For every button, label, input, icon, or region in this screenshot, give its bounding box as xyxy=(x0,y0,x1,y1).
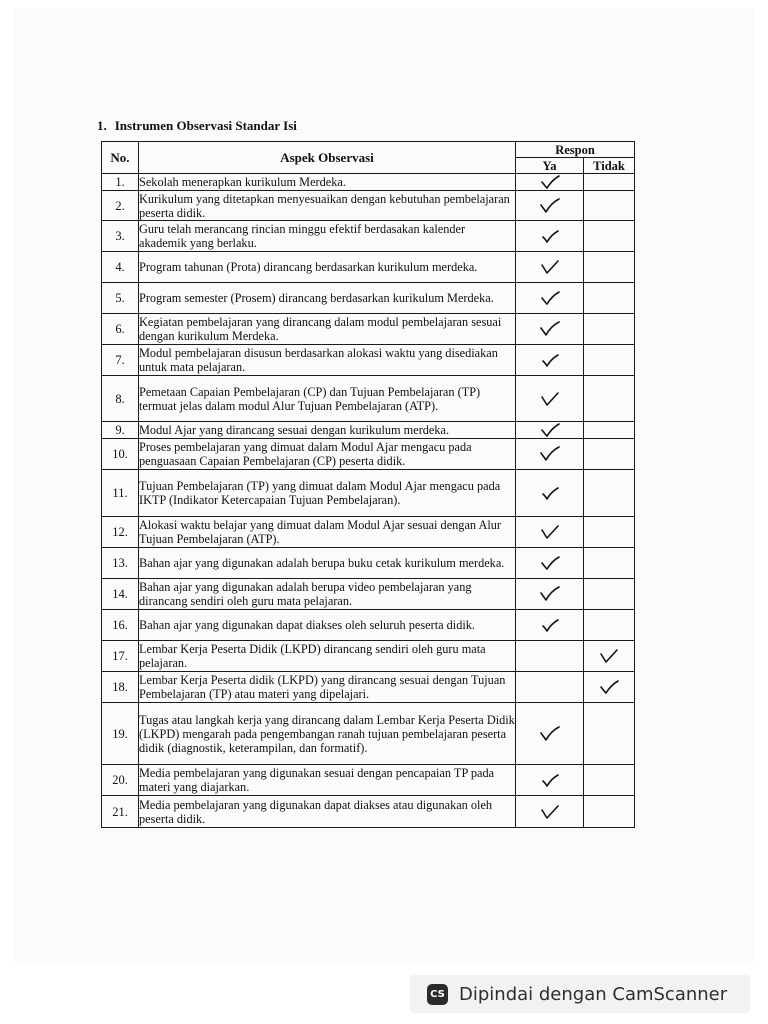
header-respon: Respon xyxy=(516,142,635,158)
tidak-cell xyxy=(584,283,635,314)
row-number: 11. xyxy=(102,470,139,517)
table-row xyxy=(102,765,635,796)
table-row xyxy=(102,641,635,672)
table-row xyxy=(102,345,635,376)
row-number: 19. xyxy=(102,703,139,765)
row-aspek-text: Tujuan Pembelajaran (TP) yang dimuat dalam Modul Ajar mengacu pada IKTP (Indikator Ketercapaian Tujuan Pembelajaran). xyxy=(139,470,516,517)
row-number: 8. xyxy=(102,376,139,422)
check-mark-icon xyxy=(539,259,561,275)
ya-cell xyxy=(516,191,584,221)
row-aspek-text: Bahan ajar yang digunakan adalah berupa buku cetak kurikulum merdeka. xyxy=(139,548,516,579)
tidak-cell xyxy=(584,641,635,672)
ya-cell xyxy=(516,796,584,828)
tidak-cell xyxy=(584,610,635,641)
ya-cell xyxy=(516,470,584,517)
table-row xyxy=(102,703,635,765)
ya-cell xyxy=(516,672,584,703)
row-number: 6. xyxy=(102,314,139,345)
table-row xyxy=(102,672,635,703)
tidak-cell xyxy=(584,672,635,703)
row-number: 3. xyxy=(102,221,139,252)
header-ya: Ya xyxy=(516,158,584,174)
row-aspek-text: Lembar Kerja Peserta didik (LKPD) yang dirancang sesuai dengan Tujuan Pembelajaran (TP) atau materi yang dipelajari. xyxy=(139,672,516,703)
row-aspek-text: Program tahunan (Prota) dirancang berdasarkan kurikulum merdeka. xyxy=(139,252,516,283)
table-row xyxy=(102,191,635,221)
tidak-cell xyxy=(584,579,635,610)
row-aspek-text: Kegiatan pembelajaran yang dirancang dalam modul pembelajaran sesuai dengan kurikulum Merdeka. xyxy=(139,314,516,345)
header-aspek: Aspek Observasi xyxy=(139,142,516,174)
row-aspek-text: Modul Ajar yang dirancang sesuai dengan kurikulum merdeka. xyxy=(139,422,516,439)
table-row xyxy=(102,422,635,439)
check-mark-icon xyxy=(539,321,561,337)
check-mark-icon xyxy=(539,617,561,633)
row-aspek-text: Pemetaan Capaian Pembelajaran (CP) dan Tujuan Pembelajaran (TP) termuat jelas dalam modul Alur Tujuan Pembelajaran (ATP). xyxy=(139,376,516,422)
row-number: 1. xyxy=(102,174,139,191)
tidak-cell xyxy=(584,191,635,221)
check-mark-icon xyxy=(539,555,561,571)
table-body xyxy=(102,174,635,828)
ya-cell xyxy=(516,345,584,376)
ya-cell xyxy=(516,610,584,641)
tidak-cell xyxy=(584,439,635,470)
watermark-text: Dipindai dengan CamScanner xyxy=(459,983,728,1005)
tidak-cell xyxy=(584,470,635,517)
row-aspek-text: Sekolah menerapkan kurikulum Merdeka. xyxy=(139,174,516,191)
tidak-cell xyxy=(584,314,635,345)
observation-table xyxy=(101,141,635,828)
ya-cell xyxy=(516,376,584,422)
table-row xyxy=(102,796,635,828)
check-mark-icon xyxy=(539,446,561,462)
section-number: 1. xyxy=(97,118,107,133)
ya-cell xyxy=(516,548,584,579)
tidak-cell xyxy=(584,548,635,579)
ya-cell xyxy=(516,579,584,610)
check-mark-icon xyxy=(539,391,561,407)
ya-cell xyxy=(516,765,584,796)
tidak-cell xyxy=(584,796,635,828)
tidak-cell xyxy=(584,517,635,548)
row-number: 12. xyxy=(102,517,139,548)
table-row xyxy=(102,221,635,252)
check-mark-icon xyxy=(539,352,561,368)
table-row xyxy=(102,283,635,314)
check-mark-icon xyxy=(598,679,620,695)
ya-cell xyxy=(516,174,584,191)
check-mark-icon xyxy=(539,174,561,190)
camscanner-logo-icon: CS xyxy=(427,984,448,1005)
row-aspek-text: Program semester (Prosem) dirancang berdasarkan kurikulum Merdeka. xyxy=(139,283,516,314)
row-aspek-text: Bahan ajar yang digunakan adalah berupa video pembelajaran yang dirancang sendiri oleh guru mata pelajaran. xyxy=(139,579,516,610)
check-mark-icon xyxy=(539,198,561,214)
row-aspek-text: Guru telah merancang rincian minggu efektif berdasakan kalender akademik yang berlaku. xyxy=(139,221,516,252)
ya-cell xyxy=(516,517,584,548)
check-mark-icon xyxy=(539,726,561,742)
table-row xyxy=(102,376,635,422)
check-mark-icon xyxy=(539,586,561,602)
table-row xyxy=(102,579,635,610)
tidak-cell xyxy=(584,703,635,765)
tidak-cell xyxy=(584,422,635,439)
row-number: 10. xyxy=(102,439,139,470)
check-mark-icon xyxy=(539,485,561,501)
ya-cell xyxy=(516,422,584,439)
table-row xyxy=(102,252,635,283)
row-number: 2. xyxy=(102,191,139,221)
row-number: 18. xyxy=(102,672,139,703)
row-aspek-text: Lembar Kerja Peserta Didik (LKPD) dirancang sendiri oleh guru mata pelajaran. xyxy=(139,641,516,672)
table-row xyxy=(102,470,635,517)
table-row xyxy=(102,174,635,191)
tidak-cell xyxy=(584,252,635,283)
ya-cell xyxy=(516,314,584,345)
row-number: 5. xyxy=(102,283,139,314)
check-mark-icon xyxy=(539,524,561,540)
row-aspek-text: Tugas atau langkah kerja yang dirancang dalam Lembar Kerja Peserta Didik (LKPD) mengarah pada pengembangan ranah tujuan pembelajaran peserta didik (diagnostik, keterampilan, dan formatif). xyxy=(139,703,516,765)
check-mark-icon xyxy=(598,648,620,664)
ya-cell xyxy=(516,641,584,672)
row-number: 21. xyxy=(102,796,139,828)
camscanner-watermark xyxy=(410,975,750,1013)
row-number: 9. xyxy=(102,422,139,439)
tidak-cell xyxy=(584,221,635,252)
tidak-cell xyxy=(584,174,635,191)
tidak-cell xyxy=(584,376,635,422)
row-number: 14. xyxy=(102,579,139,610)
ya-cell xyxy=(516,283,584,314)
row-aspek-text: Alokasi waktu belajar yang dimuat dalam Modul Ajar sesuai dengan Alur Tujuan Pembelajaran (ATP). xyxy=(139,517,516,548)
row-number: 4. xyxy=(102,252,139,283)
table-row xyxy=(102,610,635,641)
ya-cell xyxy=(516,252,584,283)
table-header xyxy=(102,142,635,174)
row-aspek-text: Modul pembelajaran disusun berdasarkan alokasi waktu yang disediakan untuk mata pelajaran. xyxy=(139,345,516,376)
row-aspek-text: Media pembelajaran yang digunakan dapat diakses atau digunakan oleh peserta didik. xyxy=(139,796,516,828)
tidak-cell xyxy=(584,345,635,376)
row-number: 20. xyxy=(102,765,139,796)
check-mark-icon xyxy=(539,290,561,306)
check-mark-icon xyxy=(539,228,561,244)
row-number: 13. xyxy=(102,548,139,579)
ya-cell xyxy=(516,703,584,765)
row-number: 17. xyxy=(102,641,139,672)
check-mark-icon xyxy=(539,772,561,788)
row-number: 7. xyxy=(102,345,139,376)
ya-cell xyxy=(516,439,584,470)
ya-cell xyxy=(516,221,584,252)
tidak-cell xyxy=(584,765,635,796)
table-row xyxy=(102,517,635,548)
table-row xyxy=(102,548,635,579)
header-no: No. xyxy=(102,142,139,174)
table-row xyxy=(102,439,635,470)
table-row xyxy=(102,314,635,345)
check-mark-icon xyxy=(539,804,561,820)
row-aspek-text: Media pembelajaran yang digunakan sesuai dengan pencapaian TP pada materi yang diajarkan. xyxy=(139,765,516,796)
row-number: 16. xyxy=(102,610,139,641)
row-aspek-text: Kurikulum yang ditetapkan menyesuaikan dengan kebutuhan pembelajaran peserta didik. xyxy=(139,191,516,221)
section-title-text: Instrumen Observasi Standar Isi xyxy=(114,118,297,133)
section-title xyxy=(97,118,297,134)
header-tidak: Tidak xyxy=(584,158,635,174)
row-aspek-text: Bahan ajar yang digunakan dapat diakses oleh seluruh peserta didik. xyxy=(139,610,516,641)
check-mark-icon xyxy=(539,422,561,438)
row-aspek-text: Proses pembelajaran yang dimuat dalam Modul Ajar mengacu pada penguasaan Capaian Pembelajaran (CP) peserta didik. xyxy=(139,439,516,470)
